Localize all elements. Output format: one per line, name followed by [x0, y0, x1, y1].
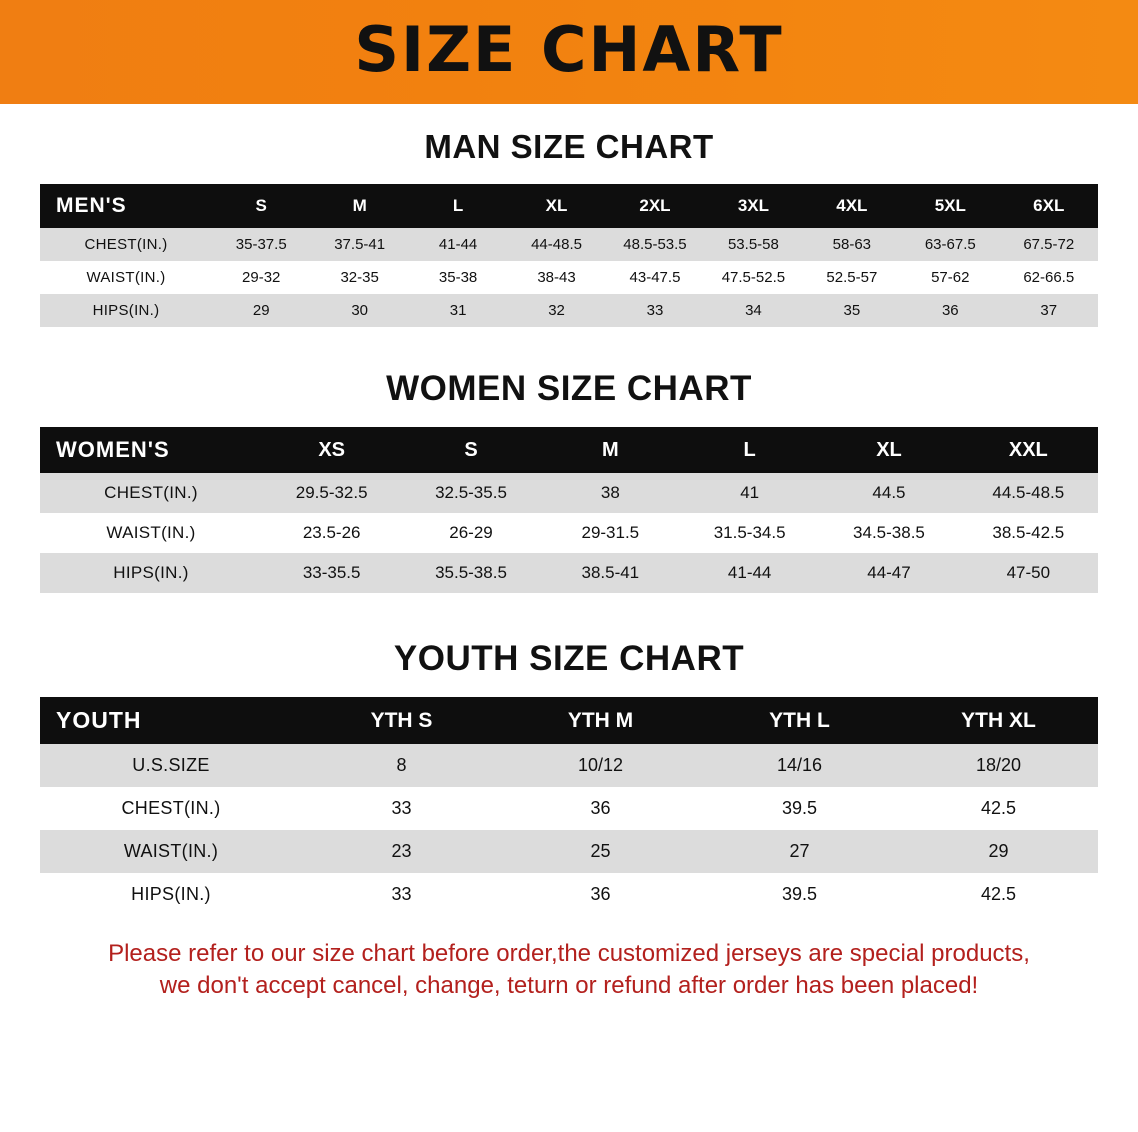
man-cell: 29 [212, 294, 310, 327]
women-cell: 47-50 [959, 553, 1098, 593]
youth-cell: 14/16 [700, 744, 899, 787]
man-row-label: HIPS(IN.) [40, 294, 212, 327]
youth-cell: 39.5 [700, 787, 899, 830]
youth-cell: 29 [899, 830, 1098, 873]
table-row [40, 228, 1098, 261]
women-cell: 44.5 [819, 473, 958, 513]
table-row [40, 553, 1098, 593]
man-col-header: 3XL [737, 196, 769, 215]
man-table-head [40, 184, 1098, 228]
youth-cell: 10/12 [501, 744, 700, 787]
women-cell: 41-44 [680, 553, 819, 593]
man-cell: 47.5-52.5 [704, 261, 802, 294]
man-table-body [40, 228, 1098, 327]
man-row-label: WAIST(IN.) [40, 261, 212, 294]
man-cell: 36 [901, 294, 999, 327]
man-cell: 33 [606, 294, 704, 327]
women-col-header: L [743, 438, 756, 461]
youth-cell: 8 [302, 744, 501, 787]
youth-col-header: YTH L [769, 708, 830, 732]
women-row-label: HIPS(IN.) [40, 553, 262, 593]
man-cell: 53.5-58 [704, 228, 802, 261]
youth-cell: 36 [501, 787, 700, 830]
man-col-header: XL [545, 196, 568, 215]
youth-row-label: WAIST(IN.) [40, 830, 302, 873]
women-cell: 38.5-42.5 [959, 513, 1098, 553]
man-cell: 32-35 [310, 261, 408, 294]
women-col-header: M [601, 438, 619, 461]
youth-table-body [40, 744, 1098, 916]
table-row [40, 513, 1098, 553]
man-col-header: 5XL [934, 196, 966, 215]
man-cell: 62-66.5 [1000, 261, 1099, 294]
table-header-row [40, 697, 1098, 744]
table-row [40, 261, 1098, 294]
man-cell: 35-37.5 [212, 228, 310, 261]
man-cell: 67.5-72 [1000, 228, 1099, 261]
table-header-row [40, 184, 1098, 228]
women-cell: 35.5-38.5 [401, 553, 540, 593]
man-cell: 44-48.5 [507, 228, 605, 261]
page-banner [0, 0, 1138, 104]
women-corner-label: WOMEN'S [56, 437, 170, 462]
women-size-table [40, 427, 1098, 593]
youth-cell: 39.5 [700, 873, 899, 916]
man-cell: 37.5-41 [310, 228, 408, 261]
youth-row-label: HIPS(IN.) [40, 873, 302, 916]
youth-table-head [40, 697, 1098, 744]
youth-cell: 25 [501, 830, 700, 873]
man-cell: 52.5-57 [803, 261, 901, 294]
man-cell: 35-38 [409, 261, 507, 294]
women-table-body [40, 473, 1098, 593]
women-cell: 31.5-34.5 [680, 513, 819, 553]
man-corner-label: MEN'S [56, 194, 127, 217]
women-cell: 44-47 [819, 553, 958, 593]
man-cell: 34 [704, 294, 802, 327]
youth-cell: 42.5 [899, 873, 1098, 916]
women-cell: 23.5-26 [262, 513, 401, 553]
youth-cell: 33 [302, 787, 501, 830]
page-title: SIZE CHART [354, 13, 784, 86]
women-cell: 26-29 [401, 513, 540, 553]
women-cell: 33-35.5 [262, 553, 401, 593]
table-header-row [40, 427, 1098, 473]
table-row [40, 744, 1098, 787]
women-col-header: S [464, 438, 478, 461]
man-cell: 48.5-53.5 [606, 228, 704, 261]
table-row [40, 830, 1098, 873]
youth-row-label: U.S.SIZE [40, 744, 302, 787]
women-cell: 29-31.5 [541, 513, 680, 553]
policy-note-line-1: Please refer to our size chart before order,the customized jerseys are special products, [108, 940, 1030, 967]
table-row [40, 873, 1098, 916]
man-cell: 57-62 [901, 261, 999, 294]
man-cell: 35 [803, 294, 901, 327]
women-table-head [40, 427, 1098, 473]
man-cell: 37 [1000, 294, 1099, 327]
table-row [40, 787, 1098, 830]
man-cell: 38-43 [507, 261, 605, 294]
women-col-header: XL [876, 438, 902, 461]
man-col-header: 2XL [639, 196, 671, 215]
women-cell: 29.5-32.5 [262, 473, 401, 513]
man-row-label: CHEST(IN.) [40, 228, 212, 261]
women-row-label: WAIST(IN.) [40, 513, 262, 553]
man-cell: 32 [507, 294, 605, 327]
youth-size-table-wrapper [40, 697, 1098, 916]
youth-cell: 18/20 [899, 744, 1098, 787]
man-col-header: M [352, 196, 367, 215]
man-cell: 30 [310, 294, 408, 327]
man-cell: 31 [409, 294, 507, 327]
youth-cell: 33 [302, 873, 501, 916]
man-size-table [40, 184, 1098, 327]
youth-corner-label: YOUTH [56, 707, 142, 733]
man-size-table-wrapper [40, 184, 1098, 327]
women-col-header: XXL [1008, 438, 1048, 461]
youth-col-header: YTH M [567, 708, 634, 732]
man-section-heading: MAN SIZE CHART [424, 128, 714, 165]
women-row-label: CHEST(IN.) [40, 473, 262, 513]
women-section-heading: WOMEN SIZE CHART [386, 369, 752, 408]
women-size-table-wrapper [40, 427, 1098, 593]
man-col-header: 4XL [836, 196, 868, 215]
youth-cell: 36 [501, 873, 700, 916]
youth-row-label: CHEST(IN.) [40, 787, 302, 830]
women-cell: 32.5-35.5 [401, 473, 540, 513]
women-col-header: XS [318, 438, 345, 461]
man-col-header: S [255, 196, 267, 215]
women-cell: 44.5-48.5 [959, 473, 1098, 513]
man-col-header: 6XL [1033, 196, 1065, 215]
man-cell: 43-47.5 [606, 261, 704, 294]
man-cell: 41-44 [409, 228, 507, 261]
table-row [40, 294, 1098, 327]
youth-cell: 42.5 [899, 787, 1098, 830]
youth-size-table [40, 697, 1098, 916]
youth-section-heading: YOUTH SIZE CHART [393, 639, 745, 678]
man-cell: 58-63 [803, 228, 901, 261]
table-row [40, 473, 1098, 513]
man-cell: 29-32 [212, 261, 310, 294]
youth-col-header: YTH XL [961, 708, 1036, 732]
man-cell: 63-67.5 [901, 228, 999, 261]
policy-note-line-2: we don't accept cancel, change, teturn or refund after order has been placed! [159, 972, 979, 1000]
youth-cell: 23 [302, 830, 501, 873]
man-col-header: L [452, 196, 464, 215]
women-cell: 38 [541, 473, 680, 513]
women-cell: 34.5-38.5 [819, 513, 958, 553]
youth-col-header: YTH S [370, 708, 433, 732]
policy-note [40, 938, 1098, 1003]
women-cell: 38.5-41 [541, 553, 680, 593]
youth-cell: 27 [700, 830, 899, 873]
women-cell: 41 [680, 473, 819, 513]
